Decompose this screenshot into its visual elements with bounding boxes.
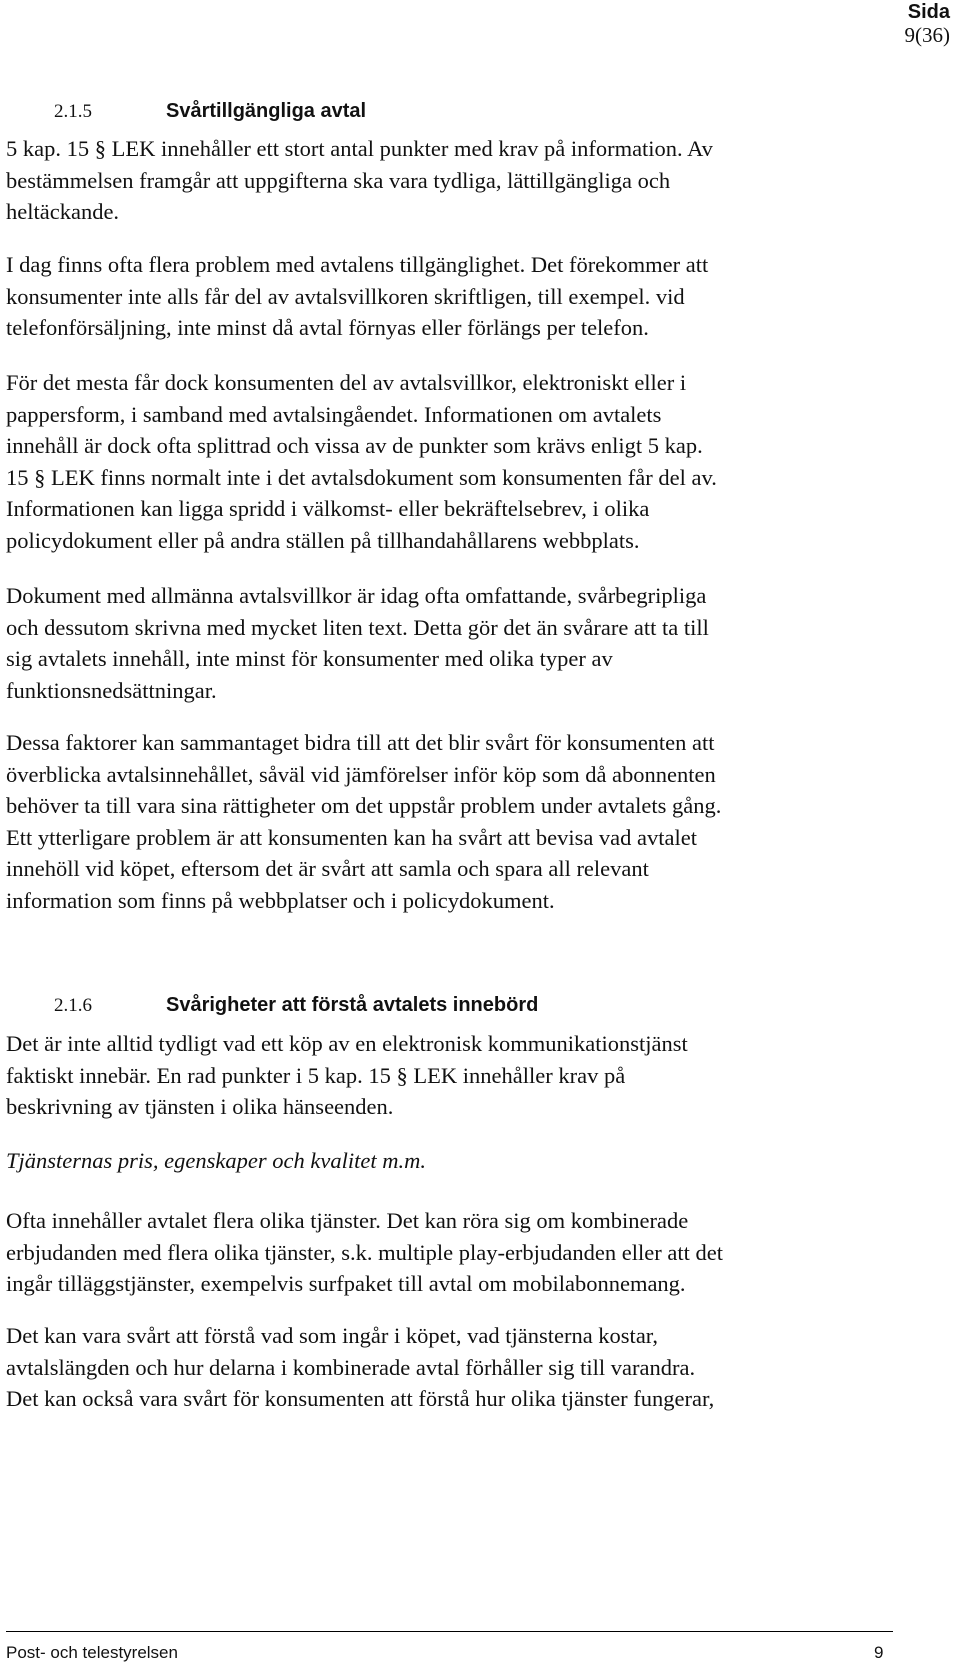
footer-page-number: 9 bbox=[874, 1643, 884, 1662]
footer-divider bbox=[6, 1631, 893, 1632]
page-count: 9(36) bbox=[904, 23, 950, 47]
section-number: 2.1.6 bbox=[54, 995, 92, 1016]
page-label: Sida bbox=[907, 1, 950, 23]
paragraph: Det kan vara svårt att förstå vad som ingår i köpet, vad tjänsterna kostar, avtalslängden och hur delarna i kombinerade avtal förhåller sig till varandra. Det kan också vara svårt för konsumenten att förstå hur olika tjänster fungerar, bbox=[6, 1323, 715, 1412]
paragraph: Det är inte alltid tydligt vad ett köp av en elektronisk kommunikationstjänst faktiskt innebär. En rad punkter i 5 kap. 15 § LEK innehåller krav på beskrivning av tjänsten i olika hänseenden. bbox=[6, 1031, 688, 1120]
paragraph: 5 kap. 15 § LEK innehåller ett stort antal punkter med krav på information. Av bestämmelsen framgår att uppgifterna ska vara tydliga, lättillgängliga och heltäckande. bbox=[6, 136, 713, 225]
paragraph: Ofta innehåller avtalet flera olika tjänster. Det kan röra sig om kombinerade erbjudanden med flera olika tjänster, s.k. multiple play-erbjudanden eller att det ingår tilläggstjänster, exempelvis surfpaket till avtal om mobilabonnemang. bbox=[6, 1208, 723, 1297]
paragraph: Dessa faktorer kan sammantaget bidra till att det blir svårt för konsumenten att överblicka avtalsinnehållet, såväl vid jämförelser inför köp som då abonnenten behöver ta till vara sina rättigheter om det uppstår problem under avtalets gång. Ett ytterligare problem är att konsumenten kan ha svårt att bevisa vad avtalet innehöll vid köpet, eftersom det är svårt att samla och spara all relevant information som finns på webbplatser och i policydokument. bbox=[6, 730, 722, 913]
section-heading-2-1-6 bbox=[54, 994, 538, 1024]
paragraph: Dokument med allmänna avtalsvillkor är idag ofta omfattande, svårbegripliga och dessutom skrivna med mycket liten text. Detta gör det än svårare att ta till sig avtalets innehåll, inte minst för konsumenter med olika typer av funktionsnedsättningar. bbox=[6, 583, 709, 703]
footer-organization: Post- och telestyrelsen bbox=[6, 1643, 178, 1662]
section-number: 2.1.5 bbox=[54, 101, 92, 122]
paragraph: För det mesta får dock konsumenten del av avtalsvillkor, elektroniskt eller i pappersform, i samband med avtalsingåendet. Informationen om avtalets innehåll är dock ofta splittrad och vissa av de punkter som krävs enligt 5 kap. 15 § LEK finns normalt inte i det avtalsdokument som konsumenten får del av. Informationen kan ligga spridd i välkomst- eller bekräftelsebrev, i olika policydokument eller på andra ställen på tillhandahållarens webbplats. bbox=[6, 370, 717, 553]
italic-subheading: Tjänsternas pris, egenskaper och kvalitet m.m. bbox=[6, 1148, 426, 1173]
paragraph: I dag finns ofta flera problem med avtalens tillgänglighet. Det förekommer att konsumenter inte alls får del av avtalsvillkoren skriftligen, till exempel. vid telefonförsäljning, inte minst då avtal förnyas eller förlängs per telefon. bbox=[6, 252, 709, 341]
section-title: Svårtillgängliga avtal bbox=[166, 100, 367, 122]
section-title: Svårigheter att förstå avtalets innebörd bbox=[166, 994, 539, 1016]
section-heading-2-1-5 bbox=[54, 100, 366, 130]
